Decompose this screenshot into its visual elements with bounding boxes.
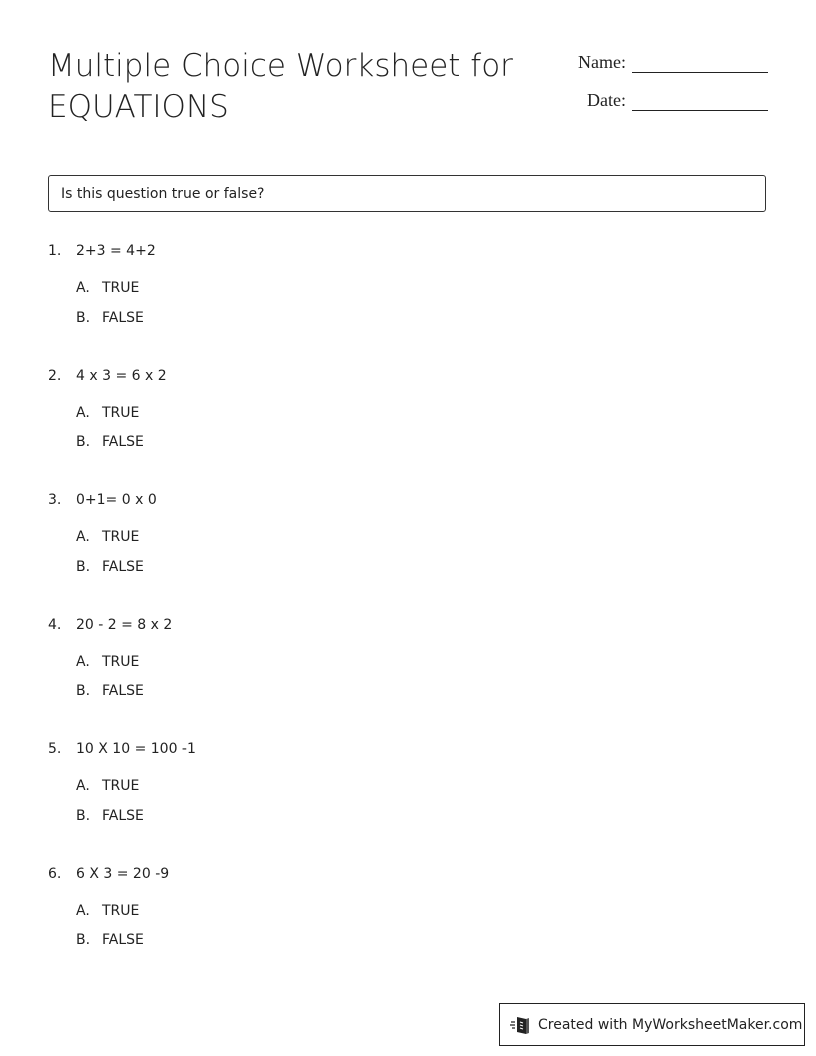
choice-list (48, 647, 766, 706)
question-item (48, 730, 766, 830)
title-line-2: EQUATIONS (48, 89, 229, 125)
question-text: 4 x 3 = 6 x 2 (76, 367, 167, 384)
choice-text: TRUE (102, 280, 140, 296)
choice-text: FALSE (102, 309, 144, 326)
choice-text: FALSE (102, 434, 144, 450)
question-item (48, 232, 766, 332)
choice-letter: A. (76, 280, 90, 296)
date-blank-line (632, 94, 768, 111)
choice-a (48, 896, 766, 926)
choice-list (48, 771, 766, 830)
question-text: 10 X 10 = 100 -1 (76, 741, 196, 757)
choice-letter: B. (76, 434, 91, 450)
footer-badge[interactable] (499, 1003, 805, 1046)
choice-text: FALSE (102, 683, 144, 699)
question-number: 3. (48, 492, 62, 508)
question-list (48, 232, 766, 979)
question-number: 2. (48, 367, 62, 384)
choice-list (48, 273, 766, 332)
choice-letter: B. (76, 309, 91, 326)
choice-a (48, 522, 766, 552)
title-line-1: Multiple Choice Worksheet for (48, 48, 513, 84)
choice-letter: B. (76, 932, 91, 948)
question-number: 5. (48, 741, 62, 757)
choice-a (48, 647, 766, 677)
choice-b (48, 801, 766, 831)
question-text: 6 X 3 = 20 -9 (76, 865, 170, 882)
choice-text: TRUE (102, 778, 140, 794)
date-field (587, 90, 768, 111)
choice-b (48, 552, 766, 582)
date-label: Date: (587, 90, 626, 110)
choice-text: TRUE (102, 529, 140, 545)
choice-b (48, 676, 766, 706)
choice-text: TRUE (102, 404, 140, 421)
name-blank-line (632, 56, 768, 73)
worksheet-title (48, 46, 528, 128)
choice-text: TRUE (102, 902, 140, 919)
question-number: 1. (48, 243, 62, 259)
choice-list (48, 896, 766, 955)
choice-letter: B. (76, 807, 91, 824)
choice-letter: A. (76, 902, 90, 919)
choice-a (48, 273, 766, 303)
choice-a (48, 771, 766, 801)
choice-text: TRUE (102, 653, 140, 670)
choice-b (48, 925, 766, 955)
choice-list (48, 398, 766, 457)
question-text: 0+1= 0 x 0 (76, 492, 157, 508)
book-logo-icon (510, 1014, 532, 1036)
question-item (48, 606, 766, 706)
question-text: 2+3 = 4+2 (76, 243, 156, 259)
question-text: 20 - 2 = 8 x 2 (76, 616, 173, 633)
choice-text: FALSE (102, 558, 144, 575)
footer-text: Created with MyWorksheetMaker.com (538, 1016, 803, 1033)
question-item (48, 357, 766, 457)
question-item (48, 855, 766, 955)
name-field (578, 52, 768, 73)
choice-letter: B. (76, 558, 91, 575)
question-number: 6. (48, 865, 62, 882)
choice-b (48, 303, 766, 333)
choice-text: FALSE (102, 932, 144, 948)
choice-b (48, 427, 766, 457)
choice-letter: A. (76, 529, 90, 545)
choice-letter: A. (76, 404, 90, 421)
choice-a (48, 398, 766, 428)
choice-letter: B. (76, 683, 91, 699)
choice-letter: A. (76, 653, 90, 670)
question-item (48, 481, 766, 581)
question-number: 4. (48, 616, 62, 633)
choice-list (48, 522, 766, 581)
choice-text: FALSE (102, 807, 144, 824)
name-label: Name: (578, 52, 626, 72)
instructions-box: Is this question true or false? (48, 175, 766, 212)
choice-letter: A. (76, 778, 90, 794)
